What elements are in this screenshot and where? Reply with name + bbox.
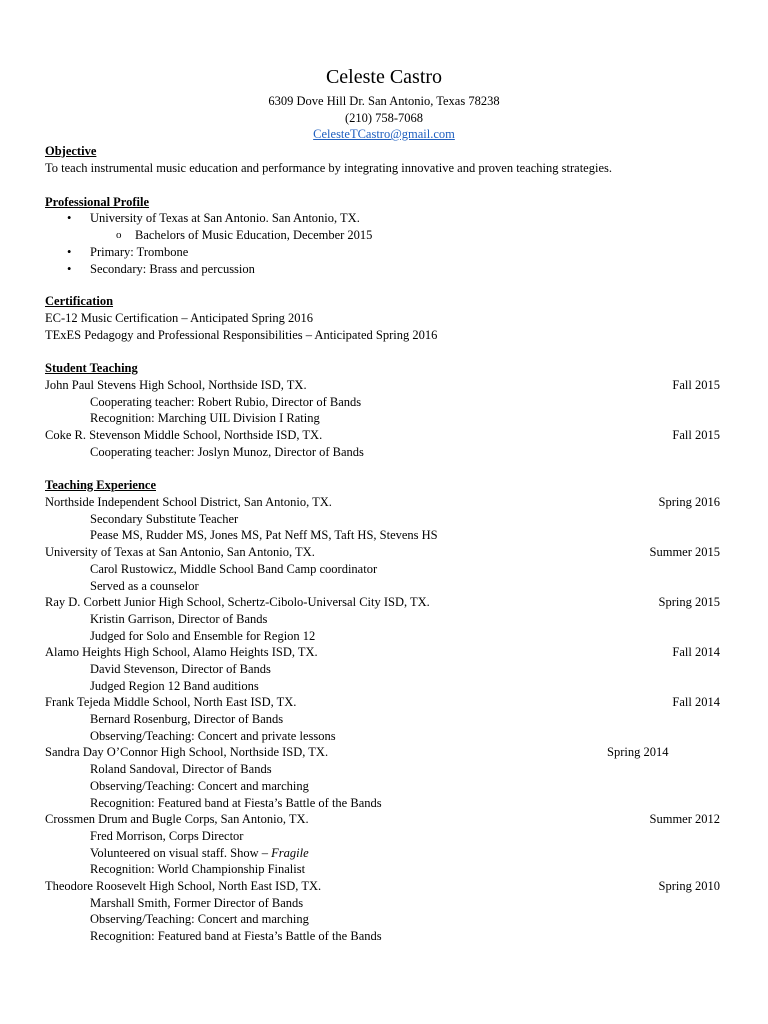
entry-row xyxy=(45,878,720,894)
entry-detail: Observing/Teaching: Concert and marching xyxy=(90,912,309,926)
entry-detail: Pease MS, Rudder MS, Jones MS, Pat Neff MS, Taft HS, Stevens HS xyxy=(90,528,438,542)
entry-detail: Judged for Solo and Ensemble for Region 12 xyxy=(90,629,316,643)
entry-date: Spring 2015 xyxy=(658,595,720,609)
profile-item-text: Bachelors of Music Education, December 2015 xyxy=(135,228,373,242)
address: 6309 Dove Hill Dr. San Antonio, Texas 78238 xyxy=(268,94,500,108)
entry-row xyxy=(45,694,720,710)
entry-detail: Carol Rustowicz, Middle School Band Camp coordinator xyxy=(90,562,378,576)
bullet-icon: • xyxy=(67,245,72,259)
entry-detail-text: Volunteered on visual staff. Show – xyxy=(90,846,272,860)
entry-detail: Recognition: Featured band at Fiesta’s Battle of the Bands xyxy=(90,796,382,810)
entry-row xyxy=(45,594,720,610)
entry-detail: Recognition: Featured band at Fiesta’s Battle of the Bands xyxy=(90,929,382,943)
sub-bullet-icon: o xyxy=(116,229,122,241)
entry-detail: Roland Sandoval, Director of Bands xyxy=(90,762,272,776)
objective-heading: Objective xyxy=(45,144,97,158)
entry-detail: Observing/Teaching: Concert and private lessons xyxy=(90,729,336,743)
entry-detail: Marshall Smith, Former Director of Bands xyxy=(90,896,304,910)
entry-date: Spring 2016 xyxy=(658,495,720,509)
entry-place: Alamo Heights High School, Alamo Heights ISD, TX. xyxy=(45,645,318,659)
entry-date: Spring 2010 xyxy=(658,879,720,893)
profile-item-text: Secondary: Brass and percussion xyxy=(90,262,255,276)
bullet-icon: • xyxy=(67,262,72,276)
entry-detail: Cooperating teacher: Joslyn Munoz, Director of Bands xyxy=(90,445,364,459)
entry-row xyxy=(45,494,720,510)
bullet-icon: • xyxy=(67,211,72,225)
entry-detail: Recognition: World Championship Finalist xyxy=(90,862,306,876)
entry-place: Crossmen Drum and Bugle Corps, San Antonio, TX. xyxy=(45,812,309,826)
objective-text: To teach instrumental music education and performance by integrating innovative and proven teaching strategies. xyxy=(45,161,612,175)
candidate-name: Celeste Castro xyxy=(325,66,443,88)
certification-heading: Certification xyxy=(45,294,114,308)
entry-detail-show xyxy=(90,845,720,861)
entry-date: Summer 2015 xyxy=(649,545,720,559)
show-title: Fragile xyxy=(271,846,309,860)
entry-place: Sandra Day O’Connor High School, Northside ISD, TX. xyxy=(45,745,329,759)
profile-subitem xyxy=(45,227,720,243)
student-teaching-heading: Student Teaching xyxy=(45,361,138,375)
entry-date: Summer 2012 xyxy=(649,812,720,826)
entry-place: Northside Independent School District, San Antonio, TX. xyxy=(45,495,332,509)
entry-date: Fall 2015 xyxy=(672,378,720,392)
entry-place: Ray D. Corbett Junior High School, Schertz-Cibolo-Universal City ISD, TX. xyxy=(45,595,430,609)
entry-place: Coke R. Stevenson Middle School, Northside ISD, TX. xyxy=(45,428,323,442)
entry-detail: Bernard Rosenburg, Director of Bands xyxy=(90,712,284,726)
entry-row xyxy=(45,744,720,760)
entry-detail: Kristin Garrison, Director of Bands xyxy=(90,612,268,626)
profile-item-text: University of Texas at San Antonio. San Antonio, TX. xyxy=(90,211,360,225)
phone-number: (210) 758-7068 xyxy=(344,111,424,125)
entry-row xyxy=(45,427,720,443)
entry-row xyxy=(45,377,720,393)
entry-place: John Paul Stevens High School, Northside ISD, TX. xyxy=(45,378,307,392)
entry-detail: Judged Region 12 Band auditions xyxy=(90,679,259,693)
entry-row xyxy=(45,811,720,827)
entry-detail: Served as a counselor xyxy=(90,579,199,593)
entry-place: Frank Tejeda Middle School, North East ISD, TX. xyxy=(45,695,297,709)
entry-detail: Cooperating teacher: Robert Rubio, Director of Bands xyxy=(90,395,362,409)
entry-date: Fall 2014 xyxy=(672,645,720,659)
entry-row xyxy=(45,644,720,660)
profile-item-text: Primary: Trombone xyxy=(90,245,189,259)
entry-detail: David Stevenson, Director of Bands xyxy=(90,662,271,676)
profile-item xyxy=(45,210,720,226)
entry-row xyxy=(45,544,720,560)
certification-item: EC-12 Music Certification – Anticipated Spring 2016 xyxy=(45,311,314,325)
profile-item xyxy=(45,261,720,277)
entry-place: University of Texas at San Antonio, San Antonio, TX. xyxy=(45,545,315,559)
entry-detail: Observing/Teaching: Concert and marching xyxy=(90,779,309,793)
teaching-experience-heading: Teaching Experience xyxy=(45,478,156,492)
entry-detail: Secondary Substitute Teacher xyxy=(90,512,239,526)
profile-item xyxy=(45,244,720,260)
entry-detail: Fred Morrison, Corps Director xyxy=(90,829,244,843)
entry-date: Fall 2015 xyxy=(672,428,720,442)
entry-date: Spring 2014 xyxy=(607,745,669,759)
profile-heading: Professional Profile xyxy=(45,195,150,209)
certification-item: TExES Pedagogy and Professional Responsibilities – Anticipated Spring 2016 xyxy=(45,328,438,342)
entry-place: Theodore Roosevelt High School, North East ISD, TX. xyxy=(45,879,322,893)
entry-date: Fall 2014 xyxy=(672,695,720,709)
entry-detail: Recognition: Marching UIL Division I Rating xyxy=(90,411,320,425)
email-link[interactable]: CelesteTCastro@gmail.com xyxy=(313,127,455,141)
